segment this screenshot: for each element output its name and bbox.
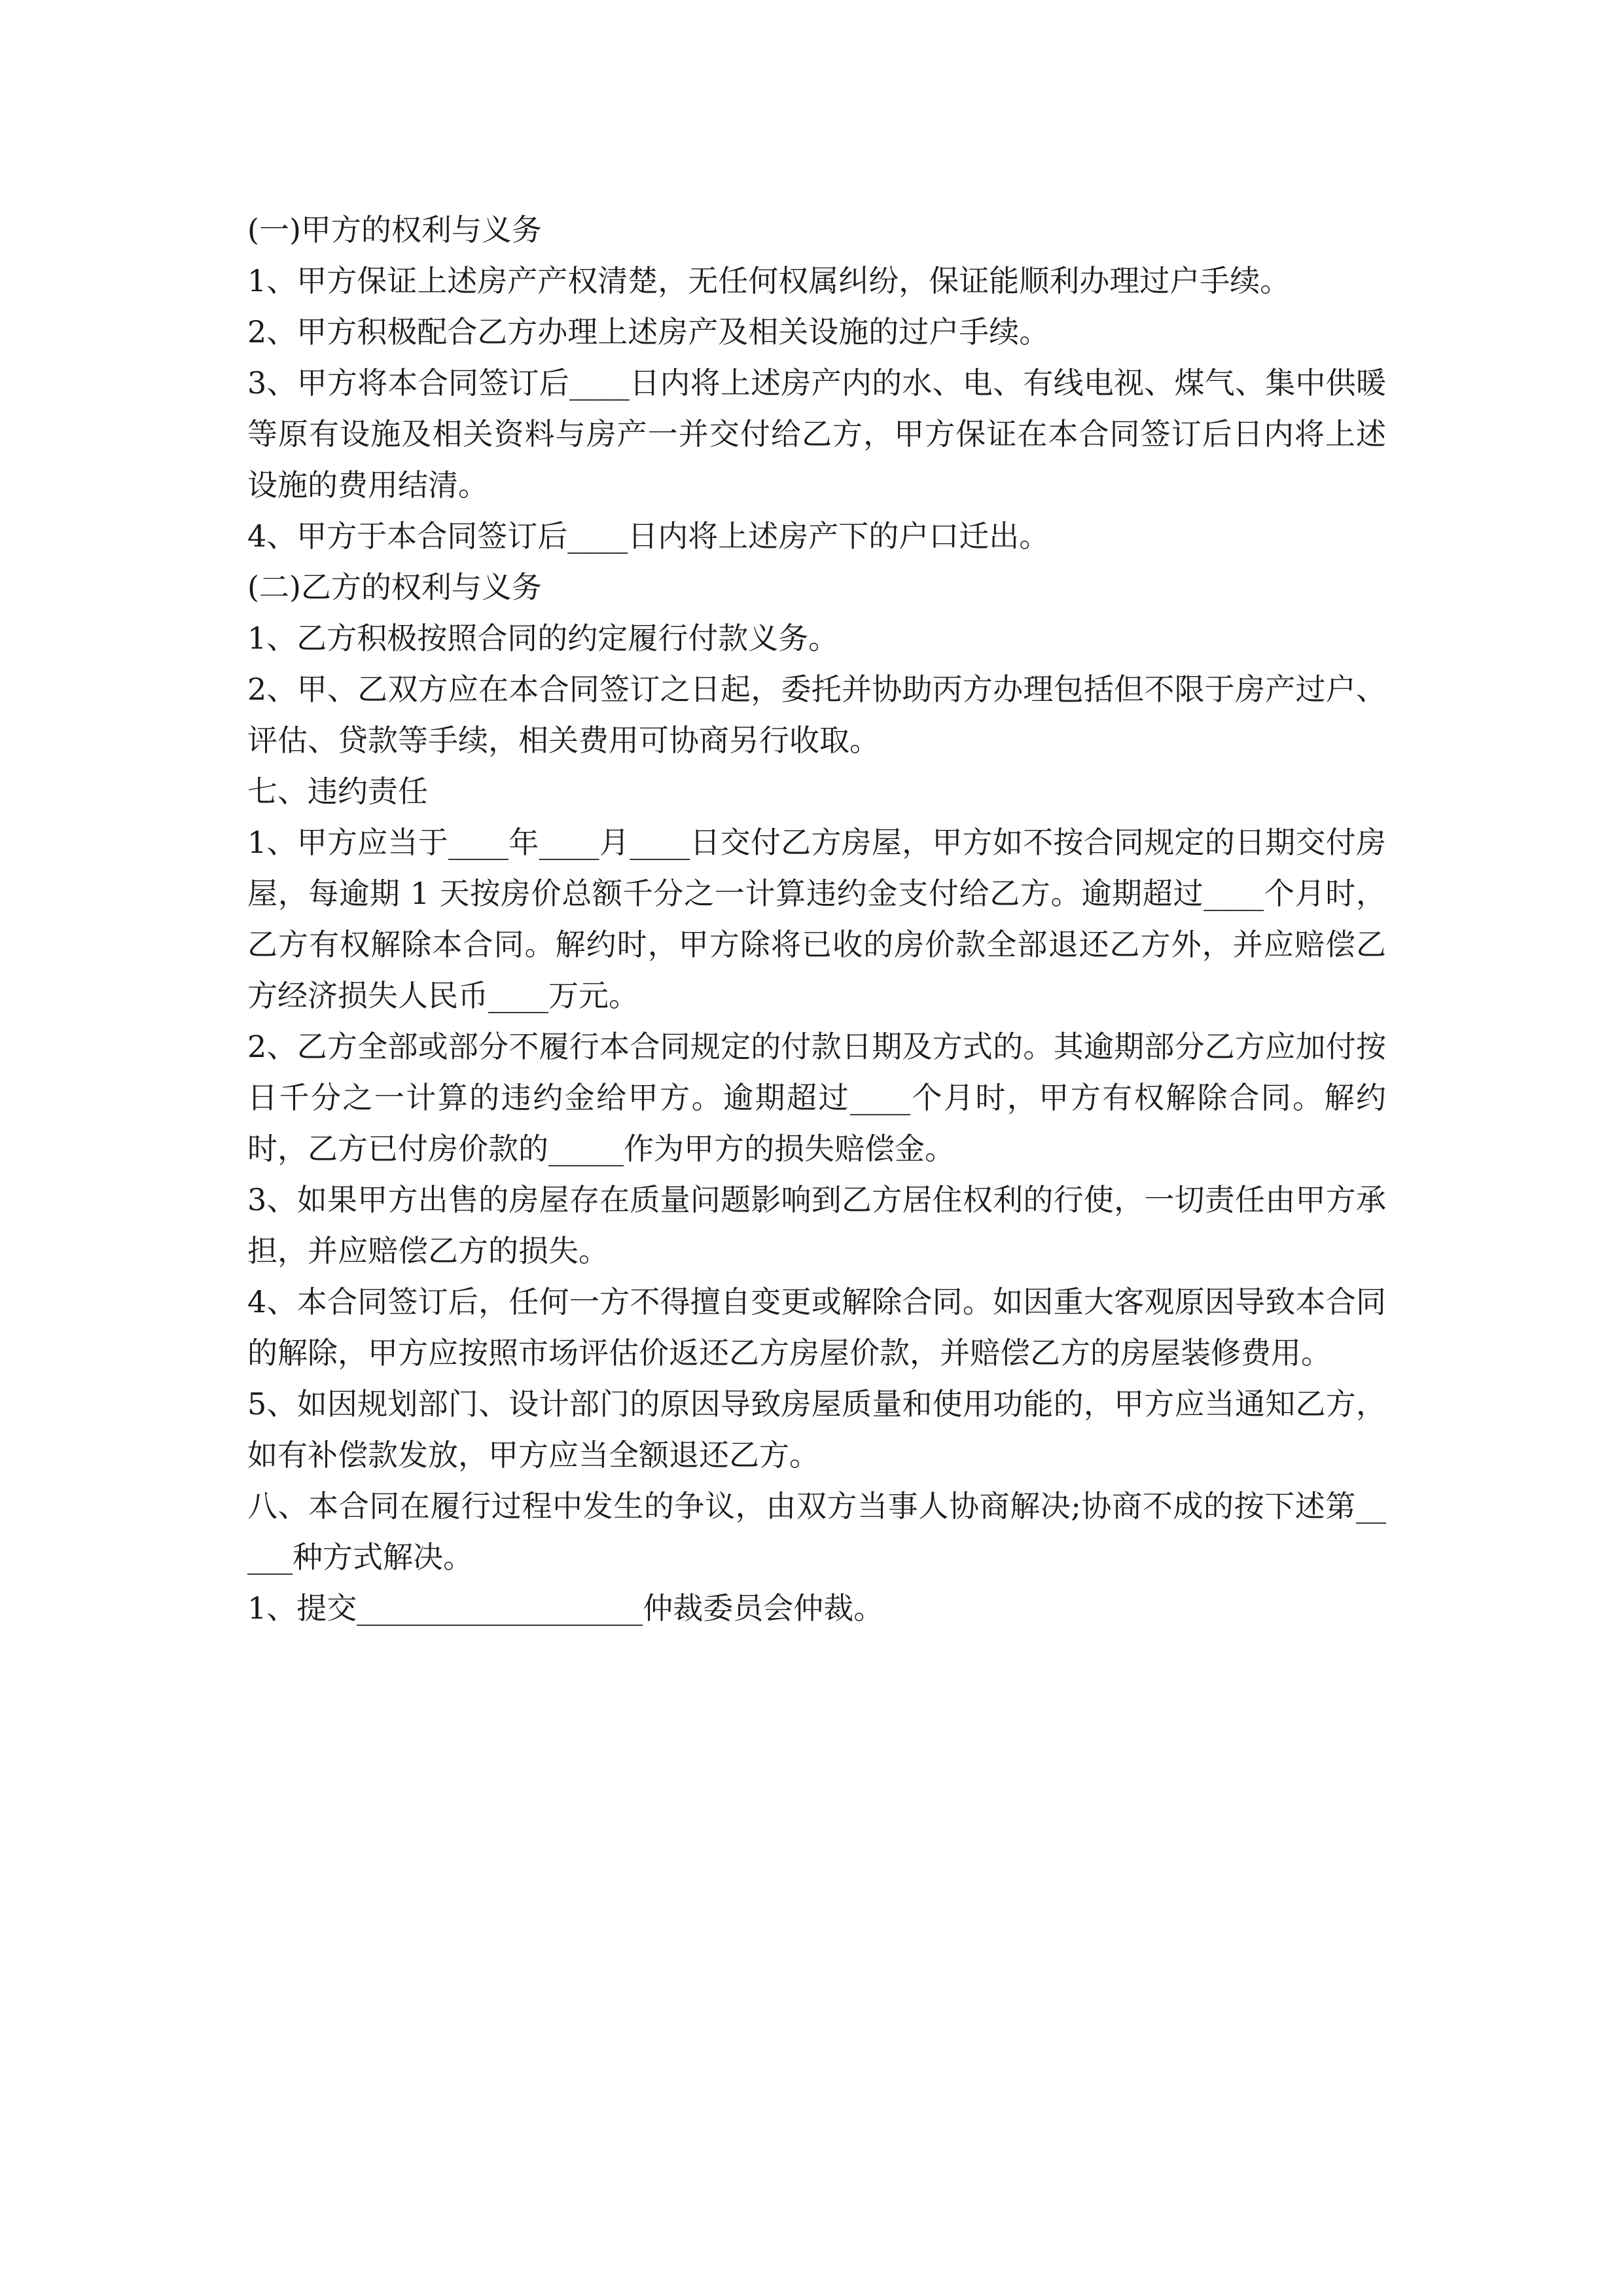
- clause-breach-1: 1、甲方应当于____年____月____日交付乙方房屋，甲方如不按合同规定的日期交付房屋，每逾期 1 天按房价总额千分之一计算违约金支付给乙方。逾期超过____个月时，乙方有权解除本合同。解约时，甲方除将已收的房价款全部退还乙方外，并应赔偿乙方经济损失人民币____万元。: [247, 825, 1386, 1013]
- clause-breach-2: 2、乙方全部或部分不履行本合同规定的付款日期及方式的。其逾期部分乙方应加付按日千分之一计算的违约金给甲方。逾期超过____个月时，甲方有权解除合同。解约时，乙方已付房价款的_____作为甲方的损失赔偿金。: [247, 1029, 1386, 1166]
- clause-a-3: 3、甲方将本合同签订后____日内将上述房产内的水、电、有线电视、煤气、集中供暖等原有设施及相关资料与房产一并交付给乙方，甲方保证在本合同签订后日内将上述设施的费用结清。: [247, 365, 1386, 503]
- clause-breach-5: 5、如因规划部门、设计部门的原因导致房屋质量和使用功能的，甲方应当通知乙方，如有补偿款发放，甲方应当全额退还乙方。: [247, 1386, 1386, 1473]
- section-heading-party-a-rights: (一)甲方的权利与义务: [247, 212, 542, 247]
- clause-a-1: 1、甲方保证上述房产产权清楚，无任何权属纠纷，保证能顺利办理过户手续。: [247, 263, 1291, 298]
- clause-dispute-1: 1、提交___________________仲裁委员会仲裁。: [247, 1590, 884, 1626]
- document-body: [247, 204, 1386, 1634]
- clause-breach-3: 3、如果甲方出售的房屋存在质量问题影响到乙方居住权利的行使，一切责任由甲方承担，并应赔偿乙方的损失。: [247, 1182, 1386, 1268]
- clause-b-1: 1、乙方积极按照合同的约定履行付款义务。: [247, 620, 839, 656]
- clause-breach-4: 4、本合同签订后，任何一方不得擅自变更或解除合同。如因重大客观原因导致本合同的解除，甲方应按照市场评估价返还乙方房屋价款，并赔偿乙方的房屋装修费用。: [247, 1284, 1386, 1371]
- section-heading-disputes: 八、本合同在履行过程中发生的争议，由双方当事人协商解决;协商不成的按下述第_____种方式解决。: [247, 1488, 1386, 1575]
- clause-a-4: 4、甲方于本合同签订后____日内将上述房产下的户口迁出。: [247, 518, 1050, 554]
- clause-b-2: 2、甲、乙双方应在本合同签订之日起，委托并协助丙方办理包括但不限于房产过户、评估、贷款等手续，相关费用可协商另行收取。: [247, 672, 1386, 758]
- clause-a-2: 2、甲方积极配合乙方办理上述房产及相关设施的过户手续。: [247, 314, 1050, 350]
- section-heading-party-b-rights: (二)乙方的权利与义务: [247, 569, 542, 605]
- section-heading-breach: 七、违约责任: [247, 774, 428, 809]
